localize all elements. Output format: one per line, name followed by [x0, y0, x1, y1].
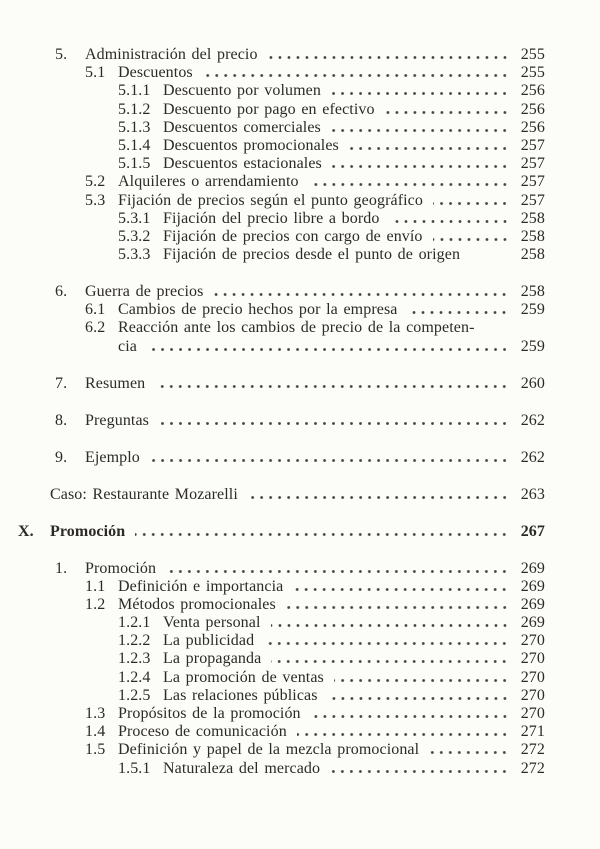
toc-entry	[0, 173, 545, 191]
toc-entry-title: Preguntas	[85, 411, 150, 429]
toc-entry	[0, 210, 545, 228]
toc-spacer	[0, 541, 545, 560]
toc-entry	[0, 412, 545, 430]
dot-leader	[135, 525, 509, 536]
toc-spacer	[0, 467, 545, 486]
toc-entry	[0, 741, 545, 759]
toc-entry-title: La promoción de ventas	[163, 668, 324, 686]
toc-entry-page: 262	[520, 411, 545, 429]
dot-leader	[433, 194, 509, 205]
toc-entry-number: X.	[18, 522, 34, 540]
toc-entry	[0, 687, 545, 705]
toc-entry-title: Promoción	[85, 559, 157, 577]
toc-entry-title: Descuento por pago en efectivo	[163, 100, 375, 118]
toc-entry	[0, 82, 545, 100]
dot-leader	[166, 562, 509, 573]
toc-entry-page: 257	[520, 136, 545, 154]
toc-entry-title: cia	[118, 337, 137, 355]
toc-entry-number: 5.3.2	[118, 227, 151, 245]
toc-entry	[0, 375, 545, 393]
toc-entry-page: 258	[520, 227, 545, 245]
toc-entry-number: 1.2.1	[118, 614, 151, 632]
toc-entry-number: 1.2.3	[118, 650, 151, 668]
toc-entry-title: Resumen	[85, 374, 146, 392]
toc-entry-title: Promoción	[50, 522, 126, 540]
toc-entry	[0, 449, 545, 467]
toc-entry-page: 269	[520, 577, 545, 595]
toc-entry-page: 257	[520, 173, 545, 191]
toc-entry-title: La publicidad	[163, 632, 255, 650]
toc-entry-title: Definición e importancia	[118, 577, 284, 595]
toc-entry-page: 271	[520, 723, 545, 741]
toc-entry	[0, 246, 545, 264]
toc-spacer	[0, 356, 545, 375]
toc-entry	[0, 137, 545, 155]
toc-entry-title: Alquileres o arrendamiento	[118, 173, 299, 191]
toc-entry	[0, 155, 545, 173]
toc-entry	[0, 669, 545, 687]
toc-entry-number: 5.1.1	[118, 82, 151, 100]
toc-entry	[0, 614, 545, 632]
toc-entry	[0, 560, 545, 578]
dot-leader	[311, 707, 509, 718]
toc-entry-page: 257	[520, 191, 545, 209]
toc-entry	[0, 486, 545, 504]
toc-entry-page: 263	[520, 485, 545, 503]
toc-entry-page: 258	[520, 246, 545, 264]
toc-entry-number: 5.	[55, 46, 68, 63]
toc-entry-number: 6.2	[85, 319, 106, 337]
dot-leader	[470, 248, 509, 259]
toc-entry-title: Descuentos promocionales	[163, 136, 339, 154]
dot-leader	[297, 725, 509, 736]
toc-entry	[0, 64, 545, 82]
dot-leader	[385, 103, 509, 114]
dot-leader	[334, 671, 509, 682]
dot-leader	[271, 616, 509, 627]
toc-entry-number: 5.1.4	[118, 136, 151, 154]
dot-leader	[203, 66, 509, 77]
toc-entry-number: 1.	[55, 559, 68, 577]
toc-entry	[0, 283, 545, 301]
toc-entry-page: 256	[520, 100, 545, 118]
dot-leader	[331, 84, 509, 95]
toc-entry-number: 5.1	[85, 64, 106, 82]
toc-entry-number: 1.2.4	[118, 668, 151, 686]
toc-entry-number: 5.1.5	[118, 155, 151, 173]
toc-entry-page: 258	[520, 209, 545, 227]
toc-entry	[0, 632, 545, 650]
dot-leader	[328, 689, 509, 700]
toc-entry-title: Ejemplo	[85, 448, 140, 466]
toc-entry-title: Las relaciones públicas	[163, 686, 318, 704]
toc-entry	[0, 301, 545, 319]
toc-entry-title: Descuentos comerciales	[163, 118, 321, 136]
toc-entry-page: 270	[520, 686, 545, 704]
toc-entry-number: 1.1	[85, 577, 106, 595]
toc-entry	[0, 650, 545, 668]
toc-entry-number: 1.5.1	[118, 759, 151, 777]
toc-entry	[0, 578, 545, 596]
toc-entry-page: 270	[520, 632, 545, 650]
toc-entry-number: 5.1.3	[118, 118, 151, 136]
dot-leader	[309, 175, 509, 186]
dot-leader	[264, 634, 509, 645]
toc-entry-number: 5.2	[85, 173, 106, 191]
dot-leader	[286, 598, 509, 609]
toc-spacer	[0, 393, 545, 412]
toc-entry	[0, 46, 545, 64]
toc-entry-title: Administración del precio	[85, 46, 258, 63]
dot-leader	[271, 652, 509, 663]
toc-entry-page: 270	[520, 705, 545, 723]
dot-leader	[248, 488, 509, 499]
toc-entry-number: 6.1	[85, 301, 106, 319]
toc-entry-page: 255	[520, 46, 545, 63]
toc-entry	[0, 523, 545, 541]
toc-entry-page: 255	[520, 64, 545, 82]
toc-entry-title: Naturaleza del mercado	[163, 759, 321, 777]
toc-entry-page: 259	[520, 337, 545, 355]
toc-entry-page: 270	[520, 668, 545, 686]
toc-entry	[0, 228, 545, 246]
toc-entry-title: Fijación de precios según el punto geográfico	[118, 191, 423, 209]
toc-entry-title: Venta personal	[163, 614, 261, 632]
toc-entry-title: Descuentos	[118, 64, 193, 82]
toc-entry	[0, 760, 545, 778]
toc-entry-title: Proceso de comunicación	[118, 723, 287, 741]
toc-spacer	[0, 264, 545, 283]
dot-leader	[433, 230, 509, 241]
toc-entry-number: 1.2.2	[118, 632, 151, 650]
toc-entry-number: 1.2	[85, 595, 106, 613]
toc-entry-number: 7.	[55, 374, 68, 392]
toc-entry-page: 256	[520, 82, 545, 100]
dot-leader	[332, 157, 509, 168]
toc-entry-title: Descuentos estacionales	[163, 155, 322, 173]
toc-entry	[0, 596, 545, 614]
toc-entry-number: 5.3	[85, 191, 106, 209]
toc-entry-title: Métodos promocionales	[118, 595, 276, 613]
dot-leader	[155, 377, 509, 388]
toc-entry-number: 1.5	[85, 741, 106, 759]
dot-leader	[349, 139, 509, 150]
toc-entry-page: 262	[520, 448, 545, 466]
dot-leader	[330, 762, 509, 773]
toc-entry-title: Descuento por volumen	[163, 82, 321, 100]
dot-leader	[390, 212, 509, 223]
dot-leader	[213, 285, 509, 296]
toc-entry-page: 272	[520, 759, 545, 777]
dot-leader	[407, 303, 509, 314]
toc-entry	[0, 119, 545, 137]
toc-entry-title: La propaganda	[163, 650, 262, 668]
dot-leader	[147, 340, 509, 351]
dot-leader	[268, 48, 509, 59]
toc-entry-title: Cambios de precio hechos por la empresa	[118, 301, 398, 319]
toc-entry-page: 260	[520, 374, 545, 392]
dot-leader	[150, 451, 509, 462]
toc-spacer	[0, 504, 545, 523]
dot-leader	[159, 414, 509, 425]
toc-entry-title: Guerra de precios	[85, 283, 204, 301]
dot-leader	[429, 743, 509, 754]
toc-entry-page: 269	[520, 595, 545, 613]
toc-entry-page: 256	[520, 118, 545, 136]
dot-leader	[331, 121, 509, 132]
toc-entry-page: 269	[520, 614, 545, 632]
toc-entry-number: 9.	[55, 448, 68, 466]
toc-entry	[0, 705, 545, 723]
toc-entry-number: 5.3.1	[118, 209, 151, 227]
toc-entry-page: 267	[520, 522, 545, 540]
dot-leader	[485, 321, 509, 332]
toc-entry-page: 272	[520, 741, 545, 759]
toc-entry-page: 257	[520, 155, 545, 173]
toc-entry-title: Propósitos de la promoción	[118, 705, 301, 723]
toc-entry	[0, 723, 545, 741]
toc-entry-title: Reacción ante los cambios de precio de la competen-	[118, 319, 475, 337]
toc-entry-number: 1.4	[85, 723, 106, 741]
toc-entry-number: 1.2.5	[118, 686, 151, 704]
toc-entry-number: 1.3	[85, 705, 106, 723]
toc-entry	[0, 101, 545, 119]
toc-entry-title: Fijación de precios desde el punto de origen	[163, 246, 461, 264]
toc-entry-page: 258	[520, 283, 545, 301]
toc-entry-title: Fijación de precios con cargo de envío	[163, 227, 423, 245]
toc-entry-number: 6.	[55, 283, 68, 301]
toc-entry-title: Caso: Restaurante Mozarelli	[50, 485, 238, 503]
toc-entry-page: 270	[520, 650, 545, 668]
toc-spacer	[0, 430, 545, 449]
toc-entry	[0, 338, 545, 356]
toc-entry-number: 5.3.3	[118, 246, 151, 264]
toc-entry-title: Definición y papel de la mezcla promocional	[118, 741, 420, 759]
toc-entry-number: 5.1.2	[118, 100, 151, 118]
toc-entry-title: Fijación del precio libre a bordo	[163, 209, 380, 227]
dot-leader	[293, 580, 509, 591]
toc-entry	[0, 319, 545, 337]
toc-entry-number: 8.	[55, 411, 68, 429]
toc-entry-page: 259	[520, 301, 545, 319]
toc-entry	[0, 192, 545, 210]
toc-entry-page: 269	[520, 559, 545, 577]
